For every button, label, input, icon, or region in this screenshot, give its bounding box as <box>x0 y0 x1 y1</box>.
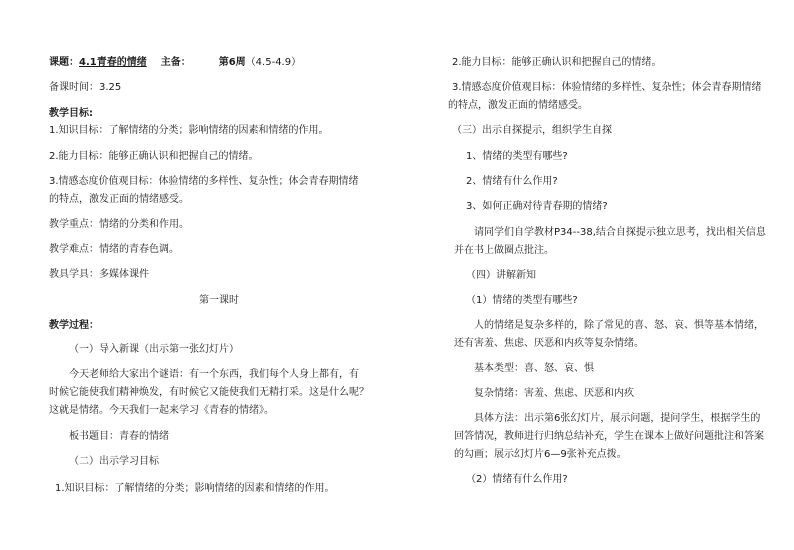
week-range: （4.5-4.9） <box>245 57 302 68</box>
riddle-line2: 时候它能使我们精神焕发，有时候它又能使我们无精打采。这是什么呢？ <box>49 387 369 398</box>
goal-emotion-line1: 3.情感态度价值观目标：体验情绪的多样性、复杂性；体会青春期情绪 <box>49 176 359 187</box>
week-value: 第6周 <box>218 57 246 68</box>
emotion-goal-line1: 3.情感态度价值观目标：体验情绪的多样性、复杂性；体会青春期情绪 <box>452 82 762 93</box>
self-study-line2: 并在书上做圈点批注。 <box>454 245 554 256</box>
step-self-explore: （三）出示自探提示，组织学生自探 <box>452 125 612 136</box>
step-goals: （二）出示学习目标 <box>69 456 159 467</box>
topic-value: 4.1青春的情绪 <box>79 57 147 68</box>
types-line2: 还有害羞、焦虑、厌恶和内疚等复杂情绪。 <box>454 338 644 349</box>
question-1: 1、情绪的类型有哪些? <box>466 151 568 162</box>
goal-knowledge-repeat: 1.知识目标：了解情绪的分类；影响情绪的因素和情绪的作用。 <box>55 483 335 494</box>
process-heading: 教学过程： <box>49 320 99 331</box>
question-2: 2、情绪有什么作用? <box>466 176 558 187</box>
basic-types: 基本类型：喜、怒、哀、惧 <box>474 363 594 374</box>
types-line1: 人的情绪是复杂多样的，除了常见的喜、怒、哀、惧等基本情绪， <box>474 320 764 331</box>
host-label: 主备： <box>160 57 191 68</box>
method-line2: 回答情况，教师进行归纳总结补充，学生在课本上做好问题批注和答案 <box>454 431 764 442</box>
first-class-title: 第一课时 <box>199 295 239 306</box>
self-study-line1: 请同学们自学教材P34--38,结合自探提示独立思考，找出相关信息 <box>474 227 766 238</box>
teaching-tools: 教具学具：多媒体课件 <box>49 269 149 280</box>
prep-time: 备课时间：3.25 <box>49 82 122 93</box>
method-line3: 的勾画；展示幻灯片6—9张补充点拨。 <box>454 449 627 460</box>
goal-ability: 2.能力目标：能够正确认识和把握自己的情绪。 <box>49 151 259 162</box>
riddle-line3: 这就是情绪。今天我们一起来学习《青春的情绪》。 <box>49 405 274 416</box>
goal-knowledge: 1.知识目标：了解情绪的分类；影响情绪的因素和情绪的作用。 <box>49 125 329 136</box>
emotion-goal-line2: 的特点，激发正面的情绪感受。 <box>448 100 588 111</box>
subheading-functions: （2）情绪有什么作用? <box>466 474 568 485</box>
ability-goal: 2.能力目标：能够正确认识和把握自己的情绪。 <box>452 57 662 68</box>
topic-label: 课题： <box>49 57 79 68</box>
method-line1: 具体方法：出示第6张幻灯片，展示问题，提问学生，根据学生的 <box>474 413 761 424</box>
lesson-header <box>49 56 301 70</box>
board-title: 板书题目：青春的情绪 <box>69 431 169 442</box>
riddle-line1: 今天老师给大家出个谜语：有一个东西，我们每个人身上都有，有 <box>69 369 359 380</box>
goal-emotion-line2: 的特点，激发正面的情绪感受。 <box>49 194 189 205</box>
difficulty: 教学难点：情绪的青春色调。 <box>49 244 179 255</box>
subheading-types: （1）情绪的类型有哪些? <box>466 295 578 306</box>
step-explain: （四）讲解新知 <box>466 270 536 281</box>
step-intro: （一）导入新课（出示第一张幻灯片） <box>69 344 239 355</box>
question-3: 3、如何正确对待青春期的情绪? <box>466 201 608 212</box>
complex-types: 复杂情绪：害羞、焦虑、厌恶和内疚 <box>474 388 634 399</box>
key-point: 教学重点：情绪的分类和作用。 <box>49 219 189 230</box>
goals-heading: 教学目标: <box>49 108 93 119</box>
